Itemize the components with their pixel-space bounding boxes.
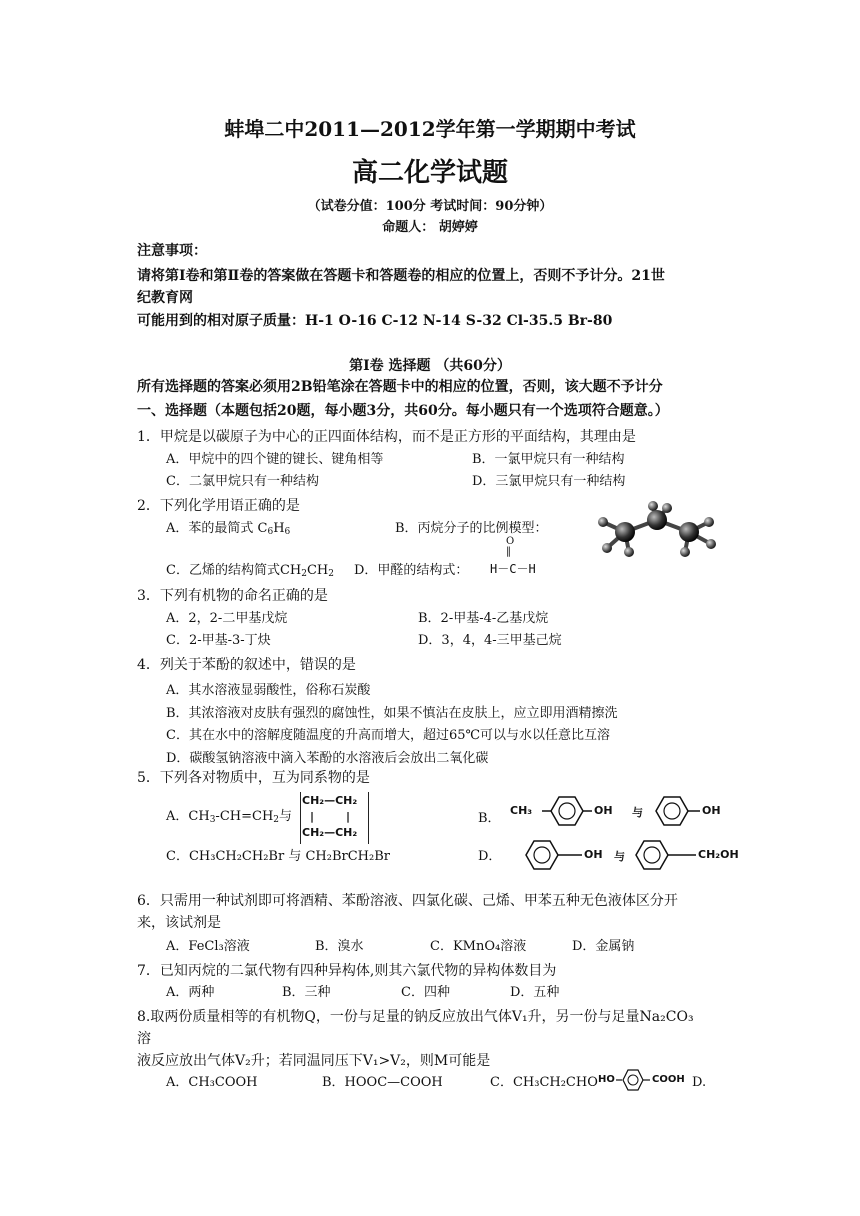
hydroxybenzoic-ho: HO xyxy=(598,1074,615,1085)
bracket-left xyxy=(300,792,301,844)
cyclobutane-bond-right: | xyxy=(346,810,351,823)
q2-option-b: B．丙烷分子的比例模型： xyxy=(395,521,548,536)
q5-option-d: D． xyxy=(478,849,502,864)
hydroxybenzoic-cooh: COOH xyxy=(652,1074,685,1085)
q4-option-b: B．其浓溶液对皮肤有强烈的腐蚀性，如果不慎沾在皮肤上，应立即用酒精擦洗 xyxy=(166,706,618,721)
q4-option-c: C．其在水中的溶解度随温度的升高而增大，超过65℃可以与水以任意比互溶 xyxy=(166,728,611,743)
bracket-right xyxy=(368,792,369,844)
cresol-methyl: CH₃ xyxy=(510,804,533,817)
formaldehyde-double-bond: ‖ xyxy=(506,546,511,557)
cyclobutane-bond-left: | xyxy=(310,810,315,823)
benzene-ring-icon xyxy=(520,838,586,876)
benzene-ring-icon xyxy=(542,794,592,832)
q6-option-c: C．KMnO₄溶液 xyxy=(430,939,527,954)
q6-option-d: D．金属钠 xyxy=(572,939,635,954)
q6-option-a: A．FeCl₃溶液 xyxy=(166,939,250,954)
exam-meta-score-time: （试卷分值：100分 考试时间：90分钟） xyxy=(307,199,553,214)
notice-line-2: 纪教育网 xyxy=(137,290,193,306)
part1-instruction: 所有选择题的答案必须用2B铅笔涂在答题卡中的相应的位置，否则，该大题不予计分 xyxy=(137,379,663,395)
q2-option-a: A．苯的最简式 $C_6H_6$ xyxy=(166,521,291,537)
cresol-oh: OH xyxy=(594,804,613,817)
formaldehyde-structural-formula: H－C－H xyxy=(490,562,536,576)
formaldehyde-oxygen: O xyxy=(506,536,515,547)
q8-option-d: D. xyxy=(692,1075,707,1090)
exam-author: 命题人： 胡婷婷 xyxy=(382,220,478,235)
q5-b-with: 与 xyxy=(632,806,643,819)
phenol-oh-d: OH xyxy=(584,848,603,861)
q6-option-b: B．溴水 xyxy=(315,939,364,954)
q7-option-b: B．三种 xyxy=(282,985,331,1000)
q5-stem: 5．下列各对物质中，互为同系物的是 xyxy=(137,770,370,786)
benzene-ring-icon xyxy=(652,794,702,832)
q8-option-b: B．HOOC—COOH xyxy=(322,1075,443,1090)
q4-option-d: D．碳酸氢钠溶液中滴入苯酚的水溶液后会放出二氧化碳 xyxy=(166,751,489,766)
q5-option-c: C．CH₃CH₂CH₂Br 与 CH₂BrCH₂Br xyxy=(166,849,390,864)
exam-title: 蚌埠二中2011—2012学年第一学期期中考试 xyxy=(224,117,636,141)
q1-option-b: B．一氯甲烷只有一种结构 xyxy=(472,452,625,467)
q7-option-d: D．五种 xyxy=(510,985,560,1000)
benzene-ring-icon xyxy=(616,1068,650,1096)
cyclobutane-top: CH₂—CH₂ xyxy=(302,794,358,807)
q1-stem: 1．甲烷是以碳原子为中心的正四面体结构，而不是正方形的平面结构，其理由是 xyxy=(137,429,636,445)
q8-stem-line-1: 8.取两份质量相等的有机物Q，一份与足量的钠反应放出气体V₁升，另一份与足量Na₂CO₃ xyxy=(137,1009,694,1025)
q3-option-b: B．2-甲基-4-乙基戊烷 xyxy=(418,611,549,626)
q5-option-b: B． xyxy=(478,811,501,826)
q1-option-c: C．二氯甲烷只有一种结构 xyxy=(166,474,319,489)
propane-space-filling-model xyxy=(585,500,725,560)
q5-option-a: A．$CH_3-CH=CH_2$与 xyxy=(166,809,293,825)
atomic-mass-line: 可能用到的相对原子质量：H-1 O-16 C-12 N-14 S-32 Cl-35.5 Br-80 xyxy=(137,313,613,329)
q8-stem-line-2: 溶 xyxy=(137,1031,151,1047)
benzene-ring-icon xyxy=(634,838,700,876)
benzyl-alcohol-ch2oh: CH₂OH xyxy=(698,848,739,861)
part1-heading: 第Ⅰ卷 选择题 （共60分） xyxy=(349,358,511,374)
phenol-oh: OH xyxy=(702,804,721,817)
q3-option-d: D．3，4，4-三甲基己烷 xyxy=(418,633,562,648)
q7-option-a: A．两种 xyxy=(166,985,215,1000)
cyclobutane-bottom: CH₂—CH₂ xyxy=(302,826,358,839)
q8-option-a: A．CH₃COOH xyxy=(166,1075,258,1090)
q2-option-d: D．甲醛的结构式： xyxy=(354,563,469,578)
q8-option-c: C．CH₃CH₂CHO xyxy=(490,1075,598,1090)
q2-stem: 2．下列化学用语正确的是 xyxy=(137,498,300,514)
q8-stem-line-3: 液反应放出气体V₂升；若同温同压下V₁>V₂，则M可能是 xyxy=(137,1053,491,1069)
q6-stem-line-2: 来，该试剂是 xyxy=(137,915,221,931)
notice-heading: 注意事项： xyxy=(137,243,207,259)
q5-d-with: 与 xyxy=(614,850,625,863)
section1-heading: 一、选择题（本题包括20题，每小题3分，共60分。每小题只有一个选项符合题意。） xyxy=(137,403,669,419)
q3-option-a: A．2，2-二甲基戊烷 xyxy=(166,611,288,626)
q3-stem: 3．下列有机物的命名正确的是 xyxy=(137,588,328,604)
q4-option-a: A．其水溶液显弱酸性，俗称石炭酸 xyxy=(166,683,371,698)
q6-stem-line-1: 6．只需用一种试剂即可将酒精、苯酚溶液、四氯化碳、己烯、甲苯五种无色液体区分开 xyxy=(137,893,678,909)
q1-option-d: D．三氯甲烷只有一种结构 xyxy=(472,474,626,489)
notice-line-1: 请将第Ⅰ卷和第Ⅱ卷的答案做在答题卡和答题卷的相应的位置上，否则不予计分。21世 xyxy=(137,268,665,284)
q4-stem: 4．列关于苯酚的叙述中，错误的是 xyxy=(137,657,356,673)
q1-option-a: A．甲烷中的四个键的键长、键角相等 xyxy=(166,452,384,467)
exam-subtitle: 高二化学试题 xyxy=(351,158,508,188)
q7-stem: 7．已知丙烷的二氯代物有四种异构体,则其六氯代物的异构体数目为 xyxy=(137,963,557,979)
q3-option-c: C．2-甲基-3-丁炔 xyxy=(166,633,271,648)
q7-option-c: C．四种 xyxy=(401,985,450,1000)
q2-option-c: C．乙烯的结构简式$CH_2CH_2$ xyxy=(166,563,334,579)
